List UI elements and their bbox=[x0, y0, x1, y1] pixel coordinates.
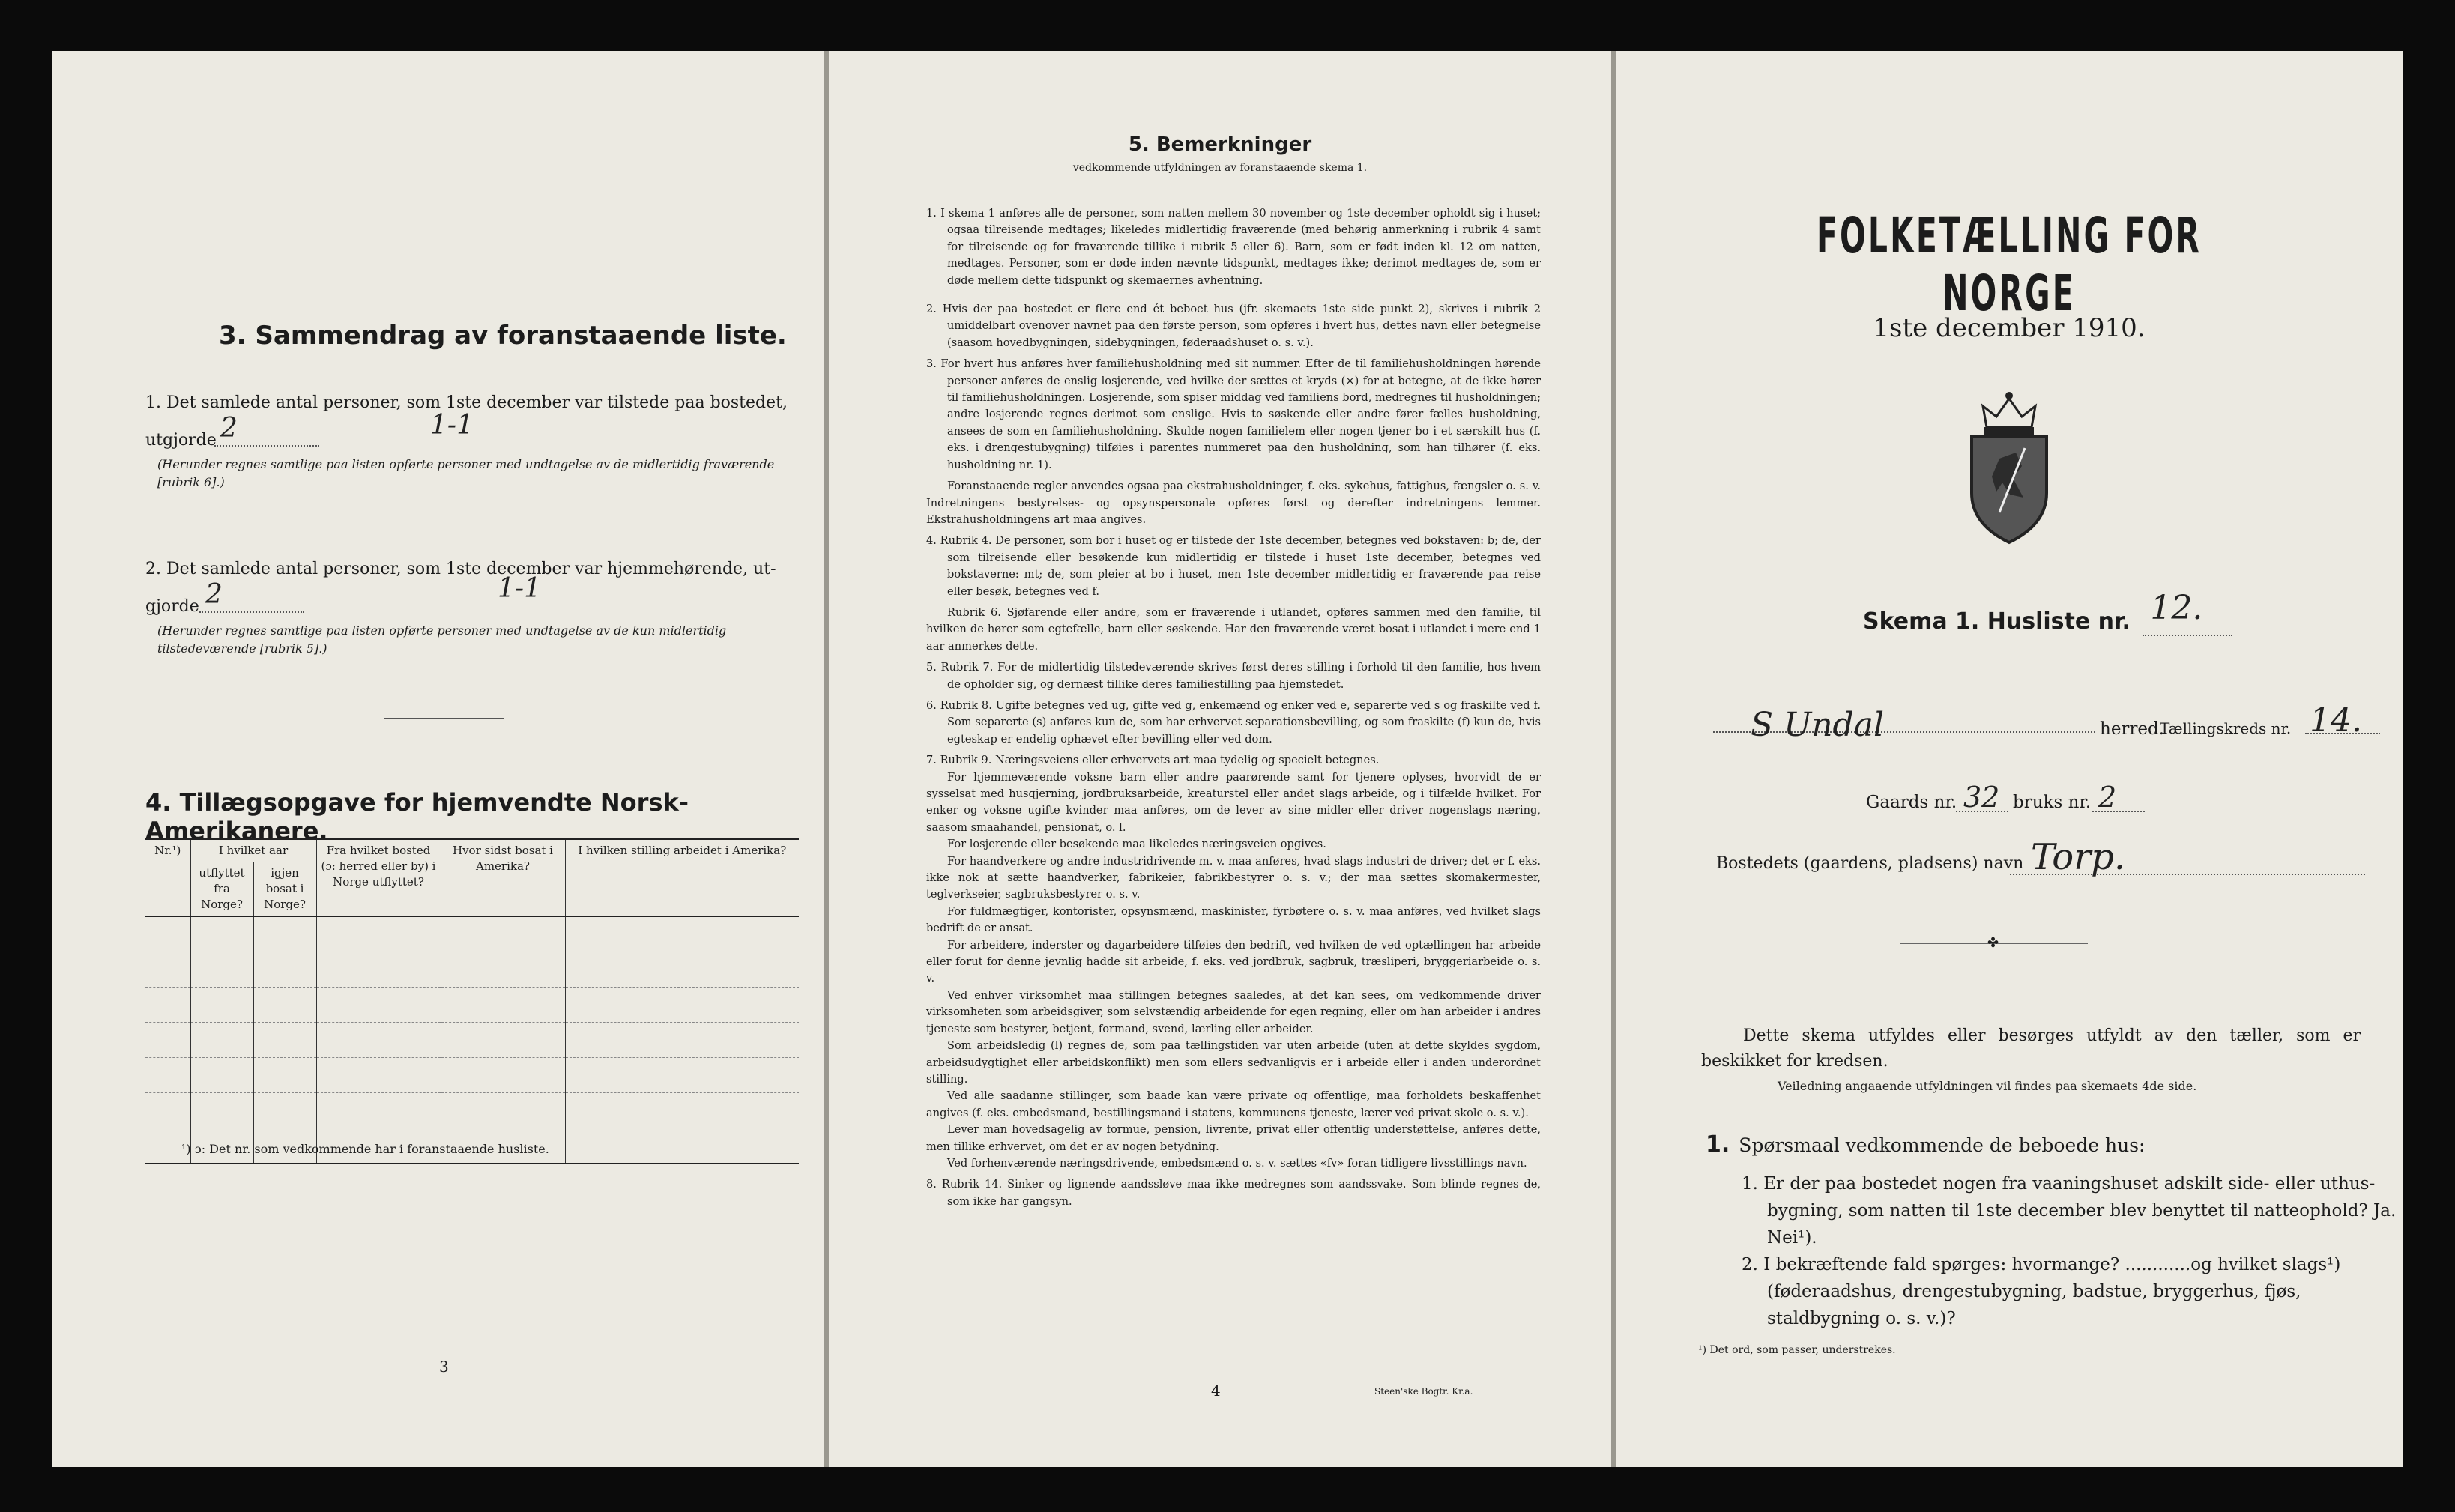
table-row bbox=[145, 916, 799, 952]
col-fra-header: Fra hvilket bosted (ɔ: herred eller by) i Norge utflyttet? bbox=[316, 839, 441, 917]
herred-line bbox=[1713, 701, 2388, 752]
item1-text: 1. Det samlede antal personer, som 1ste december var tilstede paa bostedet, bbox=[145, 393, 788, 412]
middle-page bbox=[829, 51, 1611, 1467]
remark-paragraph: 4. Rubrik 4. De personer, som bor i huset og er tilstede der 1ste december, betegnes ved bokstaven: b; de, der som tilreisende eller besøkende kun midlertidig er tilstede i huset 1ste december, betegnes ved bokstaverne: mt; de, som pleier at bo i huset, men 1ste december midlertidig er fraværende paa reise eller besøk, betegnes ved f. bbox=[926, 534, 1541, 598]
bruks-label: bruks nr. bbox=[2013, 793, 2092, 812]
question-1: 1. Er der paa bostedet nogen fra vaaningshuset adskilt side- eller uthus-bygning, som natten til 1ste december blev benyttet til natteophold? Ja. Nei¹). bbox=[1742, 1174, 2397, 1248]
table-row bbox=[145, 1093, 799, 1128]
remark-paragraph: For arbeidere, inderster og dagarbeidere tilføies den bedrift, ved hvilken de ved optællingen har arbeide eller forut for denne jevnlig hadde sit arbeide, f. eks. ved jordbruk, sagbruk, træsliperi, bryggeriarbeide o. s. v. bbox=[926, 938, 1541, 985]
table-row bbox=[145, 952, 799, 988]
bosted-label: Bostedets (gaardens, pladsens) navn bbox=[1716, 854, 2024, 873]
remark-paragraph: 6. Rubrik 8. Ugifte betegnes ved ug, gifte ved g, enkemænd og enker ved e, separerte ved s og fraskilte ved f. Som separerte (s) anføres kun de, som har erhvervet separationsbevilling, og som fraskilte (f) kun de, hvis egteskap er endelig ophævet efter bevilling eller ved dom. bbox=[926, 698, 1541, 746]
ornament-icon: ✤ bbox=[1987, 935, 1999, 951]
question-2: 2. I bekræftende fald spørges: hvormange? ............og hvilket slags¹) (føderaadshus, drengestubygning, badstue, bryggerhus, fjøs, staldbygning o. s. v.)? bbox=[1742, 1255, 2341, 1328]
remark-paragraph: Ved alle saadanne stillinger, som baade kan være private og offentlige, maa forholdets beskaffenhet angives (f. eks. embedsmand, bestillingsmand i statens, kommunens tjeneste, lærer ved privat skole o. s. v.). bbox=[926, 1089, 1541, 1119]
col-year-group-header: I hvilket aar bbox=[190, 839, 316, 862]
col-hvor-header: Hvor sidst bosat i Amerika? bbox=[441, 839, 565, 917]
page-number: 3 bbox=[439, 1358, 449, 1376]
remark-paragraph: Lever man hovedsagelig av formue, pension, livrente, privat eller offentlig understøttelse, anføres dette, men tillike erhvervet, om det er av nogen betydning. bbox=[926, 1123, 1541, 1153]
bruks-value: 2 bbox=[2098, 781, 2117, 814]
item1-note: (Herunder regnes samtlige paa listen opførte personer med undtagelse av de midlertidig fraværende [rubrik 6].) bbox=[157, 457, 775, 489]
table-row bbox=[145, 1058, 799, 1093]
printer-mark: Steen'ske Bogtr. Kr.a. bbox=[1374, 1386, 1473, 1397]
remark-paragraph: For haandverkere og andre industridrivende m. v. maa anføres, hvad slags industri de driver; det er f. eks. ikke nok at sætte haandverker, fabrikeier, fabrikbestyrer o. s. v.; der maa sættes skomakermester, teglverkseier, sagbruksbestyrer o. s. v. bbox=[926, 854, 1541, 901]
item2-text: 2. Det samlede antal personer, som 1ste december var hjemmehørende, ut- bbox=[145, 560, 776, 578]
coat-of-arms-icon bbox=[1953, 388, 2065, 547]
remarks-text bbox=[926, 205, 1541, 1215]
bosted-line bbox=[1716, 836, 2391, 883]
section-3-heading: 3. Sammendrag av foranstaaende liste. bbox=[219, 321, 787, 351]
item1-value: 2 bbox=[220, 413, 238, 444]
skema-line bbox=[1863, 589, 2232, 636]
remark-paragraph: For fuldmægtiger, kontorister, opsynsmænd, maskinister, fyrbøtere o. s. v. maa anføres, ved hvilket slags bedrift de er ansat. bbox=[926, 904, 1541, 935]
bosted-value: Torp. bbox=[2031, 836, 2126, 878]
skema-label: Skema 1. Husliste nr. bbox=[1863, 608, 2131, 635]
gaards-label: Gaards nr. bbox=[1866, 793, 1957, 812]
remark-paragraph: Foranstaaende regler anvendes ogsaa paa ekstrahusholdninger, f. eks. sykehus, fattighus, fængsler o. s. v. Indretningens bestyrelses- og opsynspersonale opføres først og derefter indretningens lemmer. Ekstrahusholdningens art maa angives. bbox=[926, 480, 1541, 526]
remark-paragraph: Ved enhver virksomhet maa stillingen betegnes saaledes, at det kan sees, om vedkommende driver virksomheten som arbeidsgiver, som selvstændig arbeidende for egen regning, eller om han arbeider i andres tjeneste som bestyrer, betjent, formand, svend, lærling eller arbeider. bbox=[926, 988, 1541, 1035]
husliste-field bbox=[2143, 589, 2232, 636]
item1-tally: 1-1 bbox=[430, 410, 474, 441]
item2-value: 2 bbox=[205, 579, 223, 610]
husliste-value: 12. bbox=[2150, 589, 2203, 627]
remark-paragraph: For hjemmeværende voksne barn eller andre paarørende samt for tjenere oplyses, hvorvidt de er sysselsat med husgjerning, jordbruksarbeide, kreaturstel eller andet slags arbeide, og i tilfælde hvilket. For enker og voksne ugifte kvinder maa anføres, om de lever av sine midler eller driver nogenslags næring, saasom smaahandel, pensionat, o. l. bbox=[926, 770, 1541, 834]
item1-label: utgjorde bbox=[145, 431, 217, 450]
left-page bbox=[52, 51, 824, 1467]
summary-item-2 bbox=[145, 556, 805, 658]
col-nr-header: Nr.¹) bbox=[145, 839, 190, 917]
remark-paragraph: For losjerende eller besøkende maa likeledes næringsveien opgives. bbox=[947, 838, 1326, 851]
remark-paragraph: Som arbeidsledig (l) regnes de, som paa tællingstiden var uten arbeide (uten at dette skyldes sygdom, arbeidsudygtighet eller arbeidskonflikt) men som ellers sedvanligvis er i arbeide eller i anden underordnet stilling. bbox=[926, 1039, 1541, 1086]
herred-label: herred. bbox=[2100, 719, 2165, 739]
questions-heading-number: 1. bbox=[1706, 1131, 1730, 1158]
remark-paragraph: 3. For hvert hus anføres hver familiehusholdning med sit nummer. Efter de til familiehusholdningen hørende personer anføres de enslig losjerende, ved hvilke der sættes et kryds (×) for at betegne, at de ikke hører til familiehusholdningen. Losjerende, som spiser middag ved familiens bord, medregnes til husholdningen; andre losjerende regnes derimot som enslige. Hvis to søskende eller andre fører fælles husholdning, ansees de som en familiehusholdning. Skulde nogen familielem eller nogen tjener bo i et særskilt hus (f. eks. i drengestubygning) tilføies i parentes nummeret paa den husholdning, som han tilhører (f. eks. husholdning nr. 1). bbox=[926, 357, 1541, 471]
item2-tally: 1-1 bbox=[498, 573, 541, 604]
gaards-value: 32 bbox=[1963, 781, 2000, 814]
section-4-heading: 4. Tillægsopgave for hjemvendte Norsk-Amerikanere. bbox=[145, 788, 689, 845]
table-row bbox=[145, 988, 799, 1023]
kreds-label: Tællingskreds nr. bbox=[2160, 719, 2292, 737]
intro-text: Dette skema utfyldes eller besørges utfyldt av den tæller, som er beskikket for kredsen. bbox=[1701, 1026, 2361, 1071]
remark-paragraph: Rubrik 6. Sjøfarende eller andre, som er fraværende i utlandet, opføres sammen med den familie, til hvilken de hører som egtefælle, barn eller søskende. Har den fraværende været bosat i utlandet i mere end 1 aar anmerkes dette. bbox=[926, 605, 1541, 653]
remarks-subheading: vedkommende utfyldningen av foranstaaende skema 1. bbox=[1072, 162, 1368, 174]
item2-fill-line bbox=[199, 611, 304, 613]
remark-paragraph: 1. I skema 1 anføres alle de personer, som natten mellem 30 november og 1ste december opholdt sig i huset; ogsaa tilreisende medtages; likeledes midlertidig fraværende (med behørig anmerkning i rubrik 4 samt for tilreisende og for fraværende tillike i rubrik 5 eller 6). Barn, som er født inden kl. 12 om natten, medtages. Personer, som er døde inden nævnte tidspunkt, medtages ikke; derimot medtages de, som er døde mellem dette tidspunkt og skemaernes avhentning. bbox=[926, 207, 1541, 287]
table-footnote: ¹) ɔ: Det nr. som vedkommende har i foranstaaende husliste. bbox=[181, 1142, 549, 1156]
questions-heading bbox=[1706, 1131, 2145, 1158]
remark-paragraph: Ved forhenværende næringsdrivende, embedsmænd o. s. v. sættes «fv» foran tidligere livsstillings navn. bbox=[947, 1156, 1527, 1170]
census-title: FOLKETÆLLING FOR NORGE bbox=[1816, 207, 2202, 322]
herred-value: S Undal bbox=[1751, 706, 1885, 744]
norsk-amerikanere-table bbox=[145, 838, 799, 1164]
census-date: 1ste december 1910. bbox=[1873, 313, 2146, 343]
remarks-heading: 5. Bemerkninger bbox=[1128, 133, 1312, 156]
col-igjen-header: igjen bosat i Norge? bbox=[253, 862, 316, 917]
summary-item-1 bbox=[145, 390, 805, 492]
page-number: 4 bbox=[1211, 1382, 1221, 1400]
kreds-value: 14. bbox=[2310, 701, 2362, 740]
item1-fill-line bbox=[214, 445, 319, 447]
col-stilling-header: I hvilken stilling arbeidet i Amerika? bbox=[565, 839, 799, 917]
questions-heading-text: Spørsmaal vedkommende de beboede hus: bbox=[1739, 1134, 2146, 1156]
item2-note: (Herunder regnes samtlige paa listen opførte personer med undtagelse av de kun midlertidig tilstedeværende [rubrik 5].) bbox=[157, 623, 727, 656]
gaards-line bbox=[1866, 781, 2316, 817]
table-row bbox=[145, 1023, 799, 1058]
right-page bbox=[1616, 51, 2403, 1467]
divider bbox=[384, 718, 504, 719]
remark-paragraph: 8. Rubrik 14. Sinker og lignende aandssløve maa ikke medregnes som aandssvake. Som blinde regnes de, som ikke har gangsyn. bbox=[926, 1178, 1541, 1208]
veiledning-text: Veiledning angaaende utfyldningen vil findes paa skemaets 4de side. bbox=[1778, 1079, 2197, 1093]
remark-paragraph: 5. Rubrik 7. For de midlertidig tilstedeværende skrives først deres stilling i forhold til den familie, hos hvem de opholder sig, og dernæst tillike deres familiestilling paa hjemstedet. bbox=[926, 661, 1541, 691]
col-utflyttet-header: utflyttet fra Norge? bbox=[190, 862, 253, 917]
page3-footnote: ¹) Det ord, som passer, understrekes. bbox=[1698, 1344, 1896, 1356]
item2-label: gjorde bbox=[145, 597, 199, 616]
remark-paragraph: 2. Hvis der paa bostedet er flere end ét beboet hus (jfr. skemaets 1ste side punkt 2), skrives i rubrik 2 umiddelbart ovenover navnet paa den første person, som opføres i hvert hus, dettes navn eller betegnelse (saasom hovedbygningen, sidebygningen, føderaadshuset o. s. v.). bbox=[926, 303, 1541, 349]
remark-paragraph: 7. Rubrik 9. Næringsveiens eller erhvervets art maa tydelig og specielt betegnes. bbox=[926, 754, 1380, 767]
